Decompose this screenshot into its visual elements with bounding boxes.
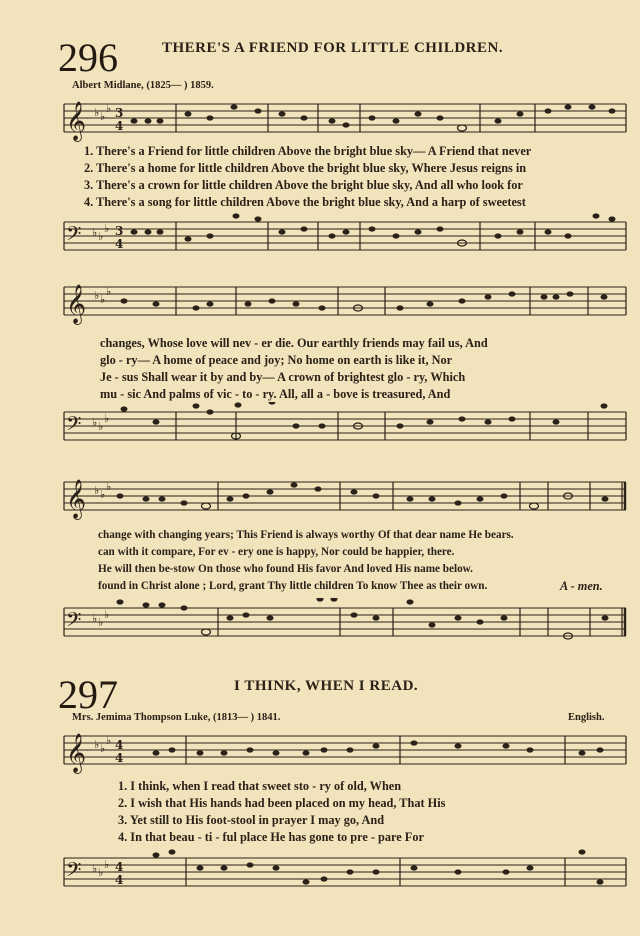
svg-text:𝄞: 𝄞 [66,479,87,519]
svg-text:♭: ♭ [92,226,98,239]
bass-staff-system-3 [0,598,640,658]
svg-text:♭: ♭ [98,616,104,629]
hymn-number-296: 296 [58,35,118,80]
svg-text:𝄢: 𝄢 [66,412,82,440]
lyric-line: found in Christ alone ; Lord, grant Thy little children To know Thee as their own. [98,580,488,592]
svg-text:♭: ♭ [98,420,104,433]
lyric-line: 1. I think, when I read that sweet sto - ry of old, When [118,779,402,793]
svg-text:3: 3 [115,106,124,120]
svg-text:♭: ♭ [104,412,110,425]
hymn-number-297: 297 [58,672,118,717]
hymn-title-297: I THINK, WHEN I READ. [234,678,419,694]
svg-text:♭: ♭ [94,484,100,497]
svg-text:♭: ♭ [92,612,98,625]
hymn-credit-296: Albert Midlane, (1825— ) 1859. [72,80,214,91]
svg-text:♭: ♭ [100,488,106,501]
svg-text:♭: ♭ [98,230,104,243]
svg-text:4: 4 [115,119,124,133]
verse-lines-296-system-1 [84,143,531,211]
lyric-line: He will then be-stow On those who found His favor And loved His name below. [98,563,473,575]
svg-text:4: 4 [115,873,124,887]
hymn-title-296: THERE'S A FRIEND FOR LITTLE CHILDREN. [162,40,504,56]
svg-text:♭: ♭ [94,289,100,302]
lyric-line: glo - ry— A home of peace and joy; No home on earth is like it, Nor [100,353,453,367]
bass-staff-system-1 [0,212,640,272]
lyric-line: changes, Whose love will nev - er die. Our earthly friends may fail us, And [100,336,488,350]
hymn-credit-297: Mrs. Jemima Thompson Luke, (1813— ) 1841. [72,712,281,723]
svg-text:♭: ♭ [100,110,106,123]
svg-text:4: 4 [115,237,124,251]
svg-text:♭: ♭ [100,742,106,755]
svg-text:3: 3 [115,224,124,238]
svg-text:♭: ♭ [104,858,110,871]
svg-text:𝄢: 𝄢 [66,222,82,250]
lyric-line: 4. There's a song for little children Above the bright blue sky, And a harp of sweetest [84,195,526,209]
svg-text:4: 4 [115,751,124,765]
svg-text:4: 4 [115,738,124,752]
verse-lines-297 [118,778,445,846]
svg-text:♭: ♭ [94,106,100,119]
svg-text:𝄢: 𝄢 [66,608,82,636]
lyric-line: can with it compare, For ev - ery one is happy, Nor could be happier, there. [98,546,455,558]
bass-staff-system-2 [0,402,640,462]
verse-lines-296-system-3 [98,527,514,595]
svg-text:♭: ♭ [94,738,100,751]
bass-staff-hymn-297 [0,848,640,908]
lyric-line: 4. In that beau - ti - ful place He has gone to pre - pare For [118,830,424,844]
svg-text:♭: ♭ [92,862,98,875]
lyric-line: Je - sus Shall wear it by and by— A crown of brightest glo - ry, Which [100,370,466,384]
svg-text:♭: ♭ [104,222,110,235]
treble-staff-system-2 [0,277,640,337]
svg-text:♭: ♭ [98,866,104,879]
lyric-line: 3. There's a crown for little children Above the bright blue sky, And all who look for [84,178,523,192]
lyric-line: 3. Yet still to His foot-stool in prayer I may go, And [118,813,385,827]
lyric-line: 2. There's a home for little children Above the bright blue sky, Where Jesus reigns in [84,161,527,175]
svg-text:4: 4 [115,860,124,874]
treble-staff-system-3 [0,472,640,532]
lyric-line: mu - sic And palms of vic - to - ry. All, all a - bove is treasured, And [100,387,451,401]
svg-text:𝄞: 𝄞 [66,284,87,324]
lyric-line: 2. I wish that His hands had been placed on my head, That His [118,796,446,810]
svg-text:♭: ♭ [100,293,106,306]
svg-text:𝄞: 𝄞 [66,733,87,773]
svg-text:♭: ♭ [106,734,112,747]
svg-text:♭: ♭ [106,285,112,298]
svg-text:𝄢: 𝄢 [66,858,82,886]
svg-text:♭: ♭ [106,480,112,493]
svg-text:𝄞: 𝄞 [66,101,87,141]
svg-text:♭: ♭ [106,102,112,115]
amen-label: A - men. [560,579,603,593]
lyric-line: change with changing years; This Friend is always worthy Of that dear name He bears. [98,529,514,541]
svg-text:♭: ♭ [104,608,110,621]
svg-text:♭: ♭ [92,416,98,429]
verse-lines-296-system-2 [100,335,488,403]
treble-staff-hymn-297 [0,726,640,786]
lyric-line: 1. There's a Friend for little children Above the bright blue sky— A Friend that never [84,144,532,158]
tune-origin-297: English. [568,712,605,723]
